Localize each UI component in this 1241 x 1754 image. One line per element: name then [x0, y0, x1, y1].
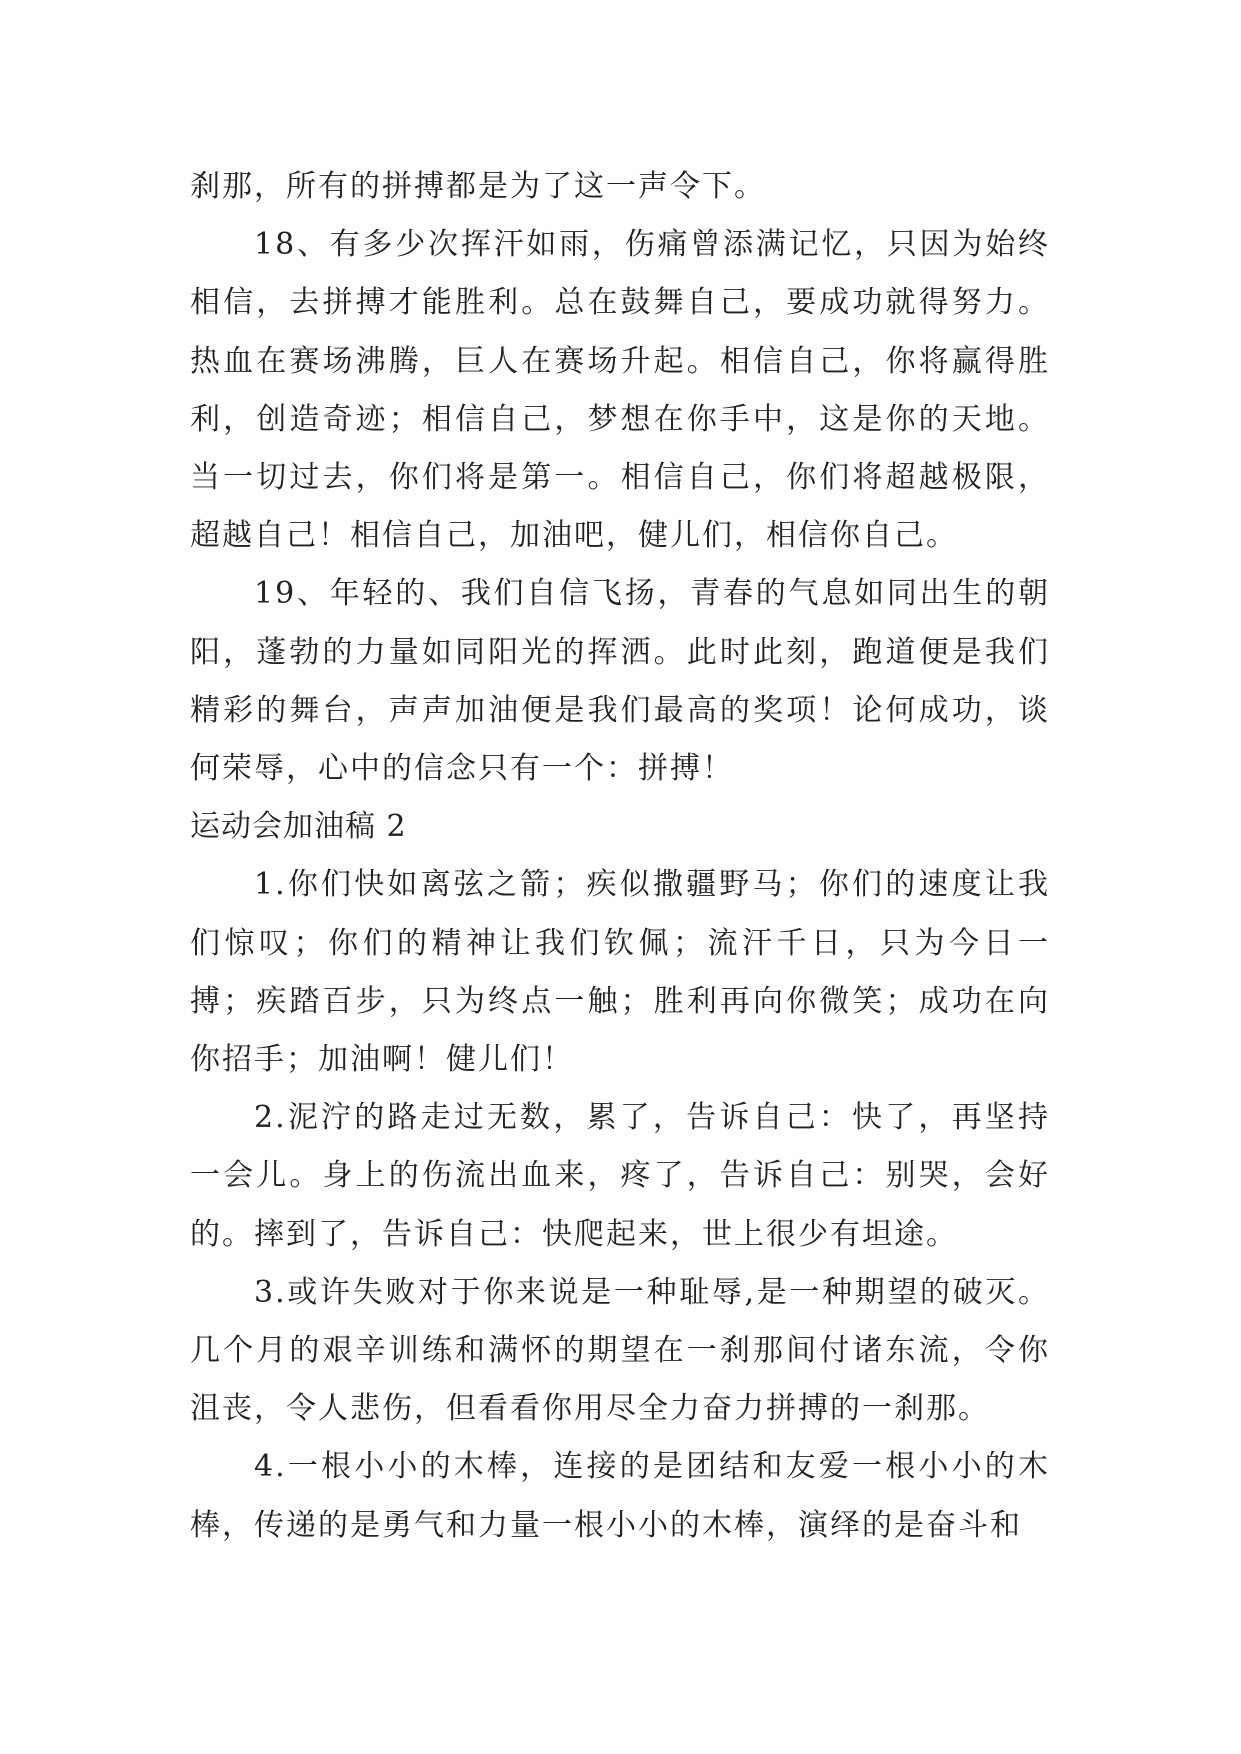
section-paragraph-2: 2.泥泞的路走过无数，累了，告诉自己：快了，再坚持一会儿。身上的伤流出血来，疼了，告诉自己：别哭，会好的。摔到了，告诉自己：快爬起来，世上很少有坦途。	[190, 1100, 1050, 1252]
document-body	[190, 158, 1050, 1555]
section-paragraph-4: 4.一根小小的木棒，连接的是团结和友爱一根小小的木棒，传递的是勇气和力量一根小小的木棒，演绎的是奋斗和	[190, 1449, 1050, 1543]
paragraph-18: 18、有多少次挥汗如雨，伤痛曾添满记忆，只因为始终相信，去拼搏才能胜利。总在鼓舞自己，要成功就得努力。热血在赛场沸腾，巨人在赛场升起。相信自己，你将赢得胜利，创造奇迹；相信自己，梦想在你手中，这是你的天地。当一切过去，你们将是第一。相信自己，你们将超越极限，超越自己！相信自己，加油吧，健儿们，相信你自己。	[190, 227, 1050, 554]
section-paragraph-3: 3.或许失败对于你来说是一种耻辱,是一种期望的破灭。几个月的艰辛训练和满怀的期望在一刹那间付诸东流，令你沮丧，令人悲伤，但看看你用尽全力奋力拼搏的一刹那。	[190, 1274, 1050, 1427]
section-title: 运动会加油稿 2	[190, 809, 407, 845]
paragraph-continued: 刹那，所有的拼搏都是为了这一声令下。	[190, 169, 766, 204]
section-paragraph-1: 1.你们快如离弦之箭；疾似撒疆野马；你们的速度让我们惊叹；你们的精神让我们钦佩；流汗千日，只为今日一搏；疾踏百步，只为终点一触；胜利再向你微笑；成功在向你招手；加油啊！健儿们！	[190, 867, 1050, 1078]
paragraph-19: 19、年轻的、我们自信飞扬，青春的气息如同出生的朝阳，蓬勃的力量如同阳光的挥洒。此时此刻，跑道便是我们精彩的舞台，声声加油便是我们最高的奖项！论何成功，谈何荣辱，心中的信念只有一个：拼搏！	[190, 576, 1050, 787]
